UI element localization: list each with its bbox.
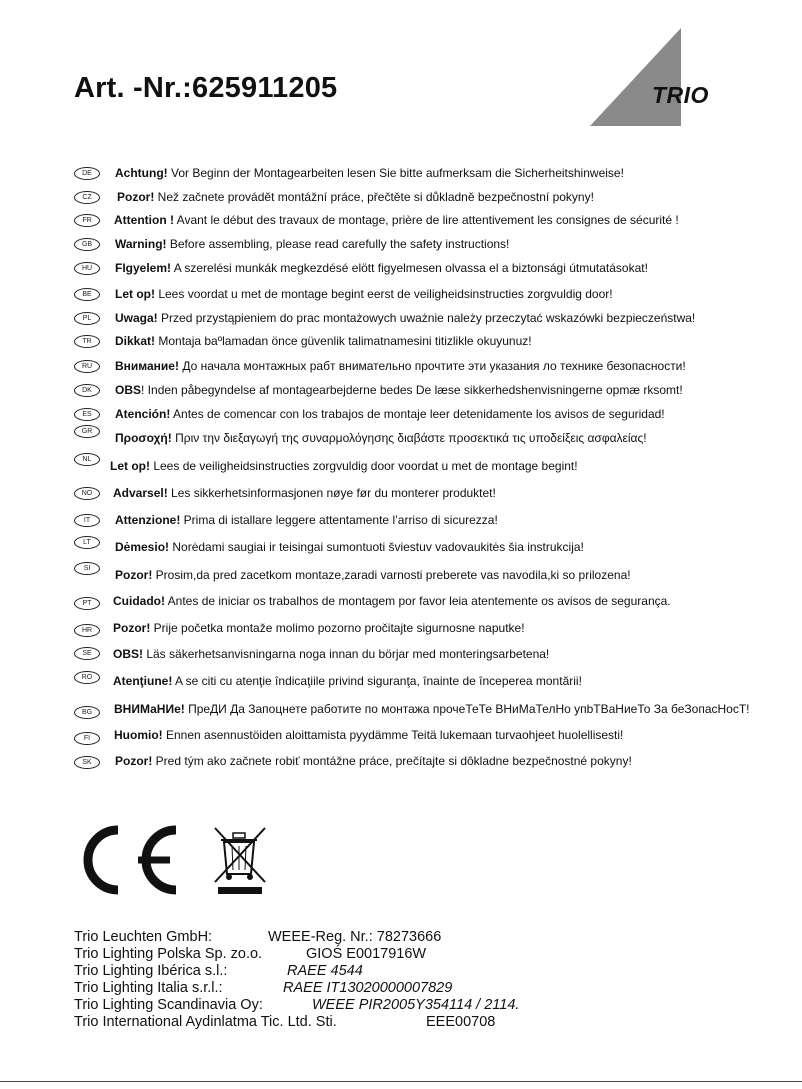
warning-label: Pozor!	[113, 621, 151, 635]
warning-body: Montaja baºlamadan önce güvenlik talimatnamesini titizlikle okuyunuz!	[155, 334, 532, 348]
company-name: Trio International Aydinlatma Tic. Ltd. Sti.	[74, 1014, 337, 1030]
language-badge: RU	[74, 360, 100, 373]
warning-body: Vor Beginn der Montagearbeiten lesen Sie bitte aufmerksam die Sicherheitshinweise!	[167, 166, 624, 180]
language-badge: ES	[74, 408, 100, 421]
language-badge: CZ	[74, 191, 100, 204]
language-badge: HR	[74, 624, 100, 637]
company-registration: RAEE IT13020000007829	[283, 980, 453, 996]
warning-text	[115, 234, 509, 254]
company-name: Trio Lighting Ibérica s.l.:	[74, 963, 228, 979]
warning-label: Achtung!	[115, 166, 168, 180]
warning-body: Avant le début des travaux de montage, prière de lire attentivement les consignes de sécurité !	[173, 213, 679, 227]
warning-text	[115, 428, 647, 448]
logo-brand-text: TRIO	[652, 82, 709, 108]
warning-label: Pozor!	[117, 190, 155, 204]
certification-marks	[74, 820, 294, 900]
language-badge: IT	[74, 514, 100, 527]
warning-body: Než začnete provádět montážní práce, přečtěte si důkladně bezpečnostní pokyny!	[154, 190, 594, 204]
company-registration: EEE00708	[426, 1014, 496, 1030]
warning-body: Πριν την διεξαγωγή της συναρμολόγησης διαβάστε προσεκτικά τις υποδείξεις ασφαλείας!	[171, 431, 647, 445]
logo-triangle-icon	[590, 28, 720, 126]
warning-label: Внимание!	[115, 359, 179, 373]
warning-label: Atención!	[115, 407, 171, 421]
language-badge: BG	[74, 706, 100, 719]
ce-mark-icon	[88, 830, 176, 890]
warning-text	[114, 699, 750, 719]
language-badge: NO	[74, 487, 100, 500]
article-number: Art. -Nr.:625911205	[74, 72, 338, 104]
language-badge: GB	[74, 238, 100, 251]
language-badge: PL	[74, 312, 100, 325]
language-badge: FR	[74, 214, 100, 227]
language-badge: FI	[74, 732, 100, 745]
company-name: Trio Lighting Italia s.r.l.:	[74, 980, 223, 996]
warning-label: Let op!	[110, 459, 150, 473]
warning-text	[115, 565, 631, 585]
warning-body: Les sikkerhetsinformasjonen nøye før du monterer produktet!	[167, 486, 496, 500]
warning-body: Antes de comencar con los trabajos de montaje leer detenidamente los avisos de seguridad!	[170, 407, 665, 421]
warning-text	[113, 671, 582, 691]
warning-label: OBS	[115, 383, 142, 397]
warning-text	[115, 331, 532, 351]
warning-text	[115, 163, 624, 183]
trio-logo	[590, 28, 720, 126]
warning-text	[114, 210, 679, 230]
warning-text	[115, 537, 584, 557]
warning-body: Lees de veiligheidsinstructies zorgvuldig door voordat u met de montage begint!	[150, 459, 578, 473]
company-name: Trio Lighting Scandinavia Oy:	[74, 997, 263, 1013]
warning-label: Cuidado!	[113, 594, 165, 608]
warning-text	[115, 356, 686, 376]
warning-label: FIgyelem!	[115, 261, 172, 275]
warning-label: Advarsel!	[113, 486, 168, 500]
warning-label: Atenţiune!	[113, 674, 173, 688]
warning-body: Prima di istallare leggere attentamente l’arriso di sicurezza!	[180, 513, 498, 527]
warning-label: OBS!	[113, 647, 143, 661]
warning-text	[115, 404, 665, 424]
warning-text	[113, 483, 496, 503]
language-badge: RO	[74, 671, 100, 684]
language-badge: HU	[74, 262, 100, 275]
language-badge: SI	[74, 562, 100, 575]
warning-body: Ennen asennustöiden aloittamista pyydämme Teitä lukemaan turvaohjeet huolellisesti!	[162, 728, 624, 742]
warning-body: Norėdami saugiai ir teisingai sumontuoti šviestuv vadovaukitės šia instrukcija!	[169, 540, 584, 554]
warning-text	[115, 380, 683, 400]
warning-label: Let op!	[115, 287, 155, 301]
warning-body: Przed przystąpieniem do prac montażowych uważnie należy przeczytać wskazówki bezpieczeństwa!	[157, 311, 696, 325]
language-badge: SK	[74, 756, 100, 769]
warning-body: Prije početka montaže molimo pozorno pročitajte sigurnosne naputke!	[150, 621, 525, 635]
warning-text	[113, 618, 525, 638]
warning-label: Dėmesio!	[115, 540, 170, 554]
warning-label: Pozor!	[115, 568, 153, 582]
warning-text	[115, 258, 648, 278]
warning-label: Pozor!	[115, 754, 153, 768]
warning-text	[117, 187, 594, 207]
warning-label: Προσοχή!	[115, 431, 172, 445]
warning-body: A szerelési munkák megkezdésé elött figyelmesen olvassa el a biztonsági útmutatásokat!	[171, 261, 648, 275]
warning-text	[113, 591, 671, 611]
bottom-divider	[0, 1081, 802, 1082]
warning-label: Huomio!	[114, 728, 163, 742]
warning-label: Dikkat!	[115, 334, 156, 348]
company-registration: RAEE 4544	[287, 963, 363, 979]
warning-body: ! Inden påbegyndelse af montagearbejderne bedes De læse sikkerhedshenvisningerne opmæ rksomt!	[141, 383, 683, 397]
weee-bin-icon	[215, 828, 265, 894]
warning-body: Pred tým ako začnete robiť montážne práce, prečítajte si dôkladne bezpečnostné pokyny!	[152, 754, 632, 768]
warning-body: Läs säkerhetsanvisningarna noga innan du börjar med monteringsarbetena!	[143, 647, 550, 661]
warning-text	[115, 751, 632, 771]
warning-label: ВНИМаНИе!	[114, 702, 185, 716]
warning-label: Attenzione!	[115, 513, 181, 527]
warning-text	[113, 644, 549, 664]
language-badge: TR	[74, 335, 100, 348]
warning-label: Attention !	[114, 213, 174, 227]
warning-body: Before assembling, please read carefully the safety instructions!	[166, 237, 510, 251]
language-badge: DK	[74, 384, 100, 397]
language-badge: NL	[74, 453, 100, 466]
warning-text	[110, 456, 578, 476]
warning-body: Prosim,da pred zacetkom montaze,zaradi varnosti preberete vas navodila,ki so prilozena!	[152, 568, 631, 582]
warning-body: Antes de iniciar os trabalhos de montagem por favor leia atentemente os avisos de segurança.	[165, 594, 671, 608]
language-badge: BE	[74, 288, 100, 301]
warning-body: A se citi cu atenţie îndicaţiile privind siguranţa, înainte de începerea montării!	[172, 674, 582, 688]
warning-label: Warning!	[115, 237, 167, 251]
language-badge: DE	[74, 167, 100, 180]
warning-body: Lees voordat u met de montage begint eerst de veiligheidsinstructies zorgvuldig door!	[155, 287, 613, 301]
warning-text	[114, 725, 623, 745]
warning-text	[115, 308, 695, 328]
company-name: Trio Lighting Polska Sp. zo.o.	[74, 946, 263, 962]
company-registration: GIOŚ E0017916W	[306, 946, 427, 962]
company-registration: WEEE-Reg. Nr.: 78273666	[268, 929, 442, 945]
warning-text	[115, 284, 613, 304]
warning-text	[115, 510, 498, 530]
language-badge: SE	[74, 647, 100, 660]
warning-label: Uwaga!	[115, 311, 158, 325]
warning-body: До начала монтажных рабт внимательно прочтите эти указания ло технике безопасности!	[178, 359, 686, 373]
language-badge: GR	[74, 425, 100, 438]
company-registration: WEEE PIR2005Y354114 / 2114.	[312, 997, 520, 1013]
language-badge: LT	[74, 536, 100, 549]
language-badge: PT	[74, 597, 100, 610]
warning-body: ПреДИ Да Запоцнете работите по монтажа прочеТеТе ВНиМаТелНо упbТВаНиеТо За беЗопасНосТ!	[184, 702, 750, 716]
company-name: Trio Leuchten GmbH:	[74, 929, 213, 945]
